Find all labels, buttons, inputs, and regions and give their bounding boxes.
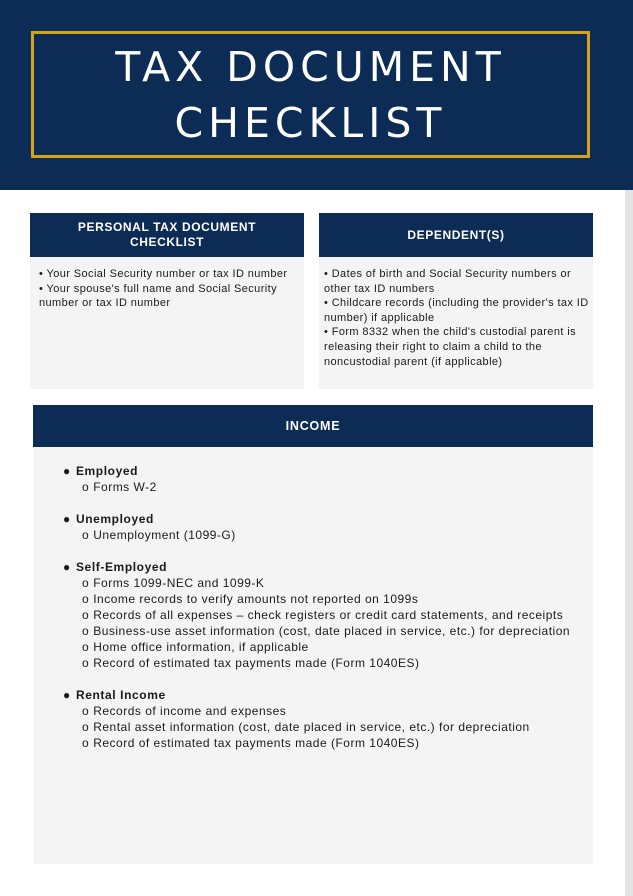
section-title: Rental Income xyxy=(75,688,166,702)
personal-checklist-panel xyxy=(30,257,304,389)
income-panel xyxy=(33,447,593,864)
personal-item: • Your spouse's full name and Social Security number or tax ID number xyxy=(39,282,277,310)
list-item: o Records of all expenses – check registers or credit card statements, and receipts xyxy=(82,608,564,622)
sub-bullet-icon: o xyxy=(82,704,90,718)
section-title: Unemployed xyxy=(75,512,154,526)
sub-bullet-icon: o xyxy=(82,592,90,606)
dependents-heading: DEPENDENT(S) xyxy=(319,213,593,257)
page-title-line-2: CHECKLIST xyxy=(174,98,447,147)
section-title: Self-Employed xyxy=(75,560,168,574)
bullet-icon: ● xyxy=(63,560,71,574)
sub-bullet-icon: o xyxy=(82,656,90,670)
list-item: o Forms 1099-NEC and 1099-K xyxy=(82,576,265,590)
list-item: o Record of estimated tax payments made (Form 1040ES) xyxy=(82,736,420,750)
sub-bullet-icon: o xyxy=(82,624,90,638)
sub-bullet-icon: o xyxy=(82,736,90,750)
list-item: o Records of income and expenses xyxy=(82,704,287,718)
dependents-panel xyxy=(319,257,593,389)
sub-bullet-icon: o xyxy=(82,480,90,494)
page-title-line-1: TAX DOCUMENT xyxy=(115,42,506,91)
bullet-icon: ● xyxy=(63,464,71,478)
list-item: o Business-use asset information (cost, date placed in service, etc.) for depreciation xyxy=(82,624,571,638)
dependents-item: • Childcare records (including the provider's tax ID number) if applicable xyxy=(324,297,589,324)
list-item: o Income records to verify amounts not reported on 1099s xyxy=(82,592,419,606)
header-banner xyxy=(0,0,633,190)
section-title: Employed xyxy=(75,464,139,478)
list-item: o Rental asset information (cost, date placed in service, etc.) for depreciation xyxy=(82,720,530,734)
page-edge-shadow xyxy=(625,190,633,896)
sub-bullet-icon: o xyxy=(82,576,90,590)
income-section-self-employed xyxy=(63,559,573,671)
income-heading: INCOME xyxy=(33,405,593,447)
sub-bullet-icon: o xyxy=(82,608,90,622)
sub-bullet-icon: o xyxy=(82,640,90,654)
income-section-rental xyxy=(63,687,573,751)
list-item: o Record of estimated tax payments made (Form 1040ES) xyxy=(82,656,420,670)
bullet-icon: ● xyxy=(63,512,71,526)
bullet-icon: ● xyxy=(63,688,71,702)
sub-bullet-icon: o xyxy=(82,720,90,734)
dependents-item: • Dates of birth and Social Security numbers or other tax ID numbers xyxy=(324,268,572,295)
income-section-employed xyxy=(63,463,573,495)
sub-bullet-icon: o xyxy=(82,528,90,542)
income-section-unemployed xyxy=(63,511,573,543)
personal-item: • Your Social Security number or tax ID number xyxy=(39,268,288,280)
personal-checklist-heading: PERSONAL TAX DOCUMENT CHECKLIST xyxy=(30,213,304,257)
list-item: o Unemployment (1099-G) xyxy=(82,528,236,542)
list-item: o Forms W-2 xyxy=(82,480,157,494)
title-frame xyxy=(31,31,590,158)
dependents-item: • Form 8332 when the child's custodial parent is releasing their right to claim a child to the noncustodial parent (if applicable) xyxy=(324,326,576,368)
list-item: o Home office information, if applicable xyxy=(82,640,309,654)
